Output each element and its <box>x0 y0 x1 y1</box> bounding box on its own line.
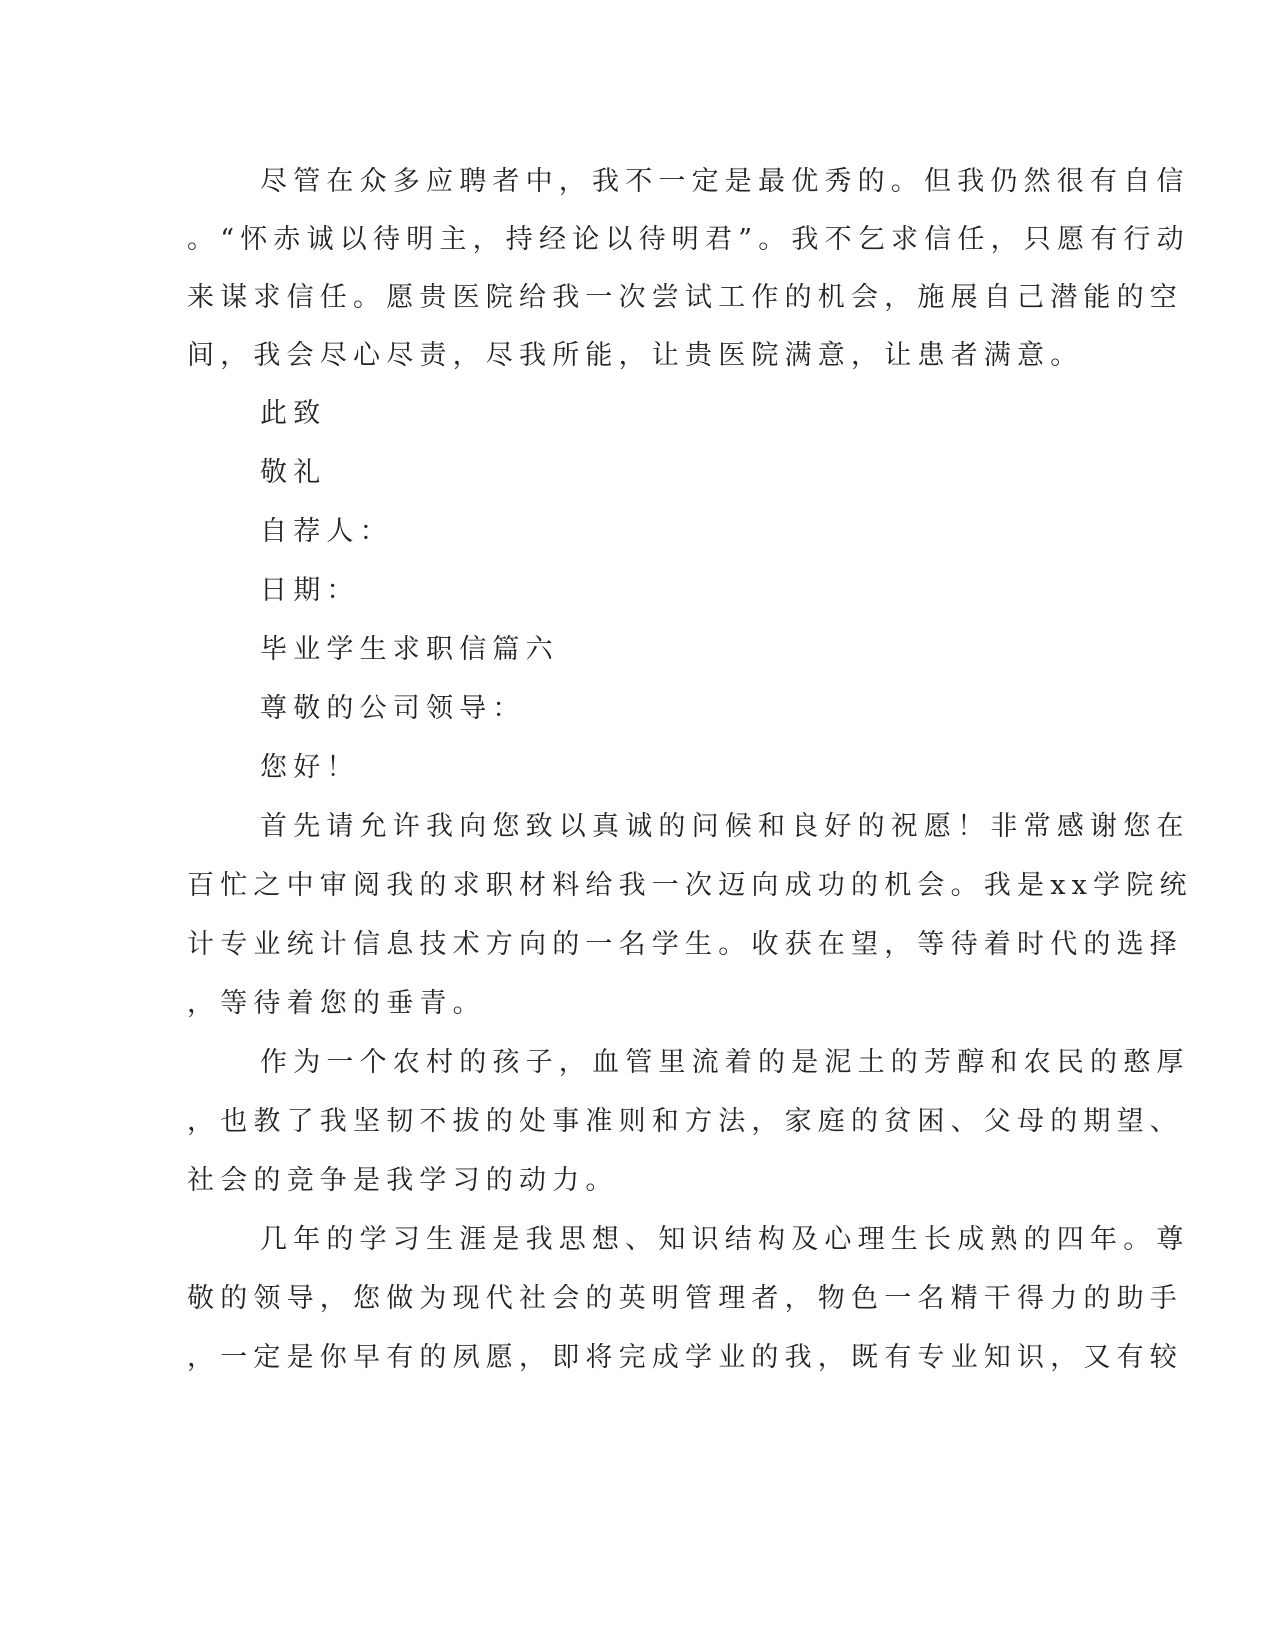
text-line: ，一定是你早有的夙愿，即将完成学业的我，既有专业知识，又有较 <box>187 1342 1183 1373</box>
text-line: 。“怀赤诚以待明主，持经论以待明君”。我不乞求信任，只愿有行动 <box>187 224 1190 255</box>
text-line: 来谋求信任。愿贵医院给我一次尝试工作的机会，施展自己潜能的空 <box>187 282 1183 313</box>
text-line: 敬的领导，您做为现代社会的英明管理者，物色一名精干得力的助手 <box>187 1283 1183 1314</box>
text-line: 百忙之中审阅我的求职材料给我一次迈向成功的机会。我是xx学院统 <box>187 870 1193 901</box>
closing-salutation: 此致 <box>260 398 327 429</box>
date-label: 日期： <box>260 575 360 606</box>
text-line: 作为一个农村的孩子，血管里流着的是泥土的芳醇和农民的憨厚 <box>260 1047 1190 1078</box>
closing-regards: 敬礼 <box>260 457 327 488</box>
text-line: 计专业统计信息技术方向的一名学生。收获在望，等待着时代的选择 <box>187 929 1183 960</box>
text-line: ，也教了我坚韧不拔的处事准则和方法，家庭的贫困、父母的期望、 <box>187 1106 1183 1137</box>
text-line: ，等待着您的垂青。 <box>187 988 486 1019</box>
text-line: 首先请允许我向您致以真诚的问候和良好的祝愿！非常感谢您在 <box>260 811 1190 842</box>
text-line: 尽管在众多应聘者中，我不一定是最优秀的。但我仍然很有自信 <box>260 166 1190 197</box>
greeting: 您好！ <box>260 752 360 783</box>
signature-label: 自荐人： <box>260 516 393 547</box>
greeting-recipient: 尊敬的公司领导： <box>260 693 526 724</box>
text-line: 社会的竞争是我学习的动力。 <box>187 1165 619 1196</box>
text-line: 几年的学习生涯是我思想、知识结构及心理生长成熟的四年。尊 <box>260 1224 1190 1255</box>
text-line: 间，我会尽心尽责，尽我所能，让贵医院满意，让患者满意。 <box>187 340 1084 371</box>
section-title: 毕业学生求职信篇六 <box>260 634 559 665</box>
